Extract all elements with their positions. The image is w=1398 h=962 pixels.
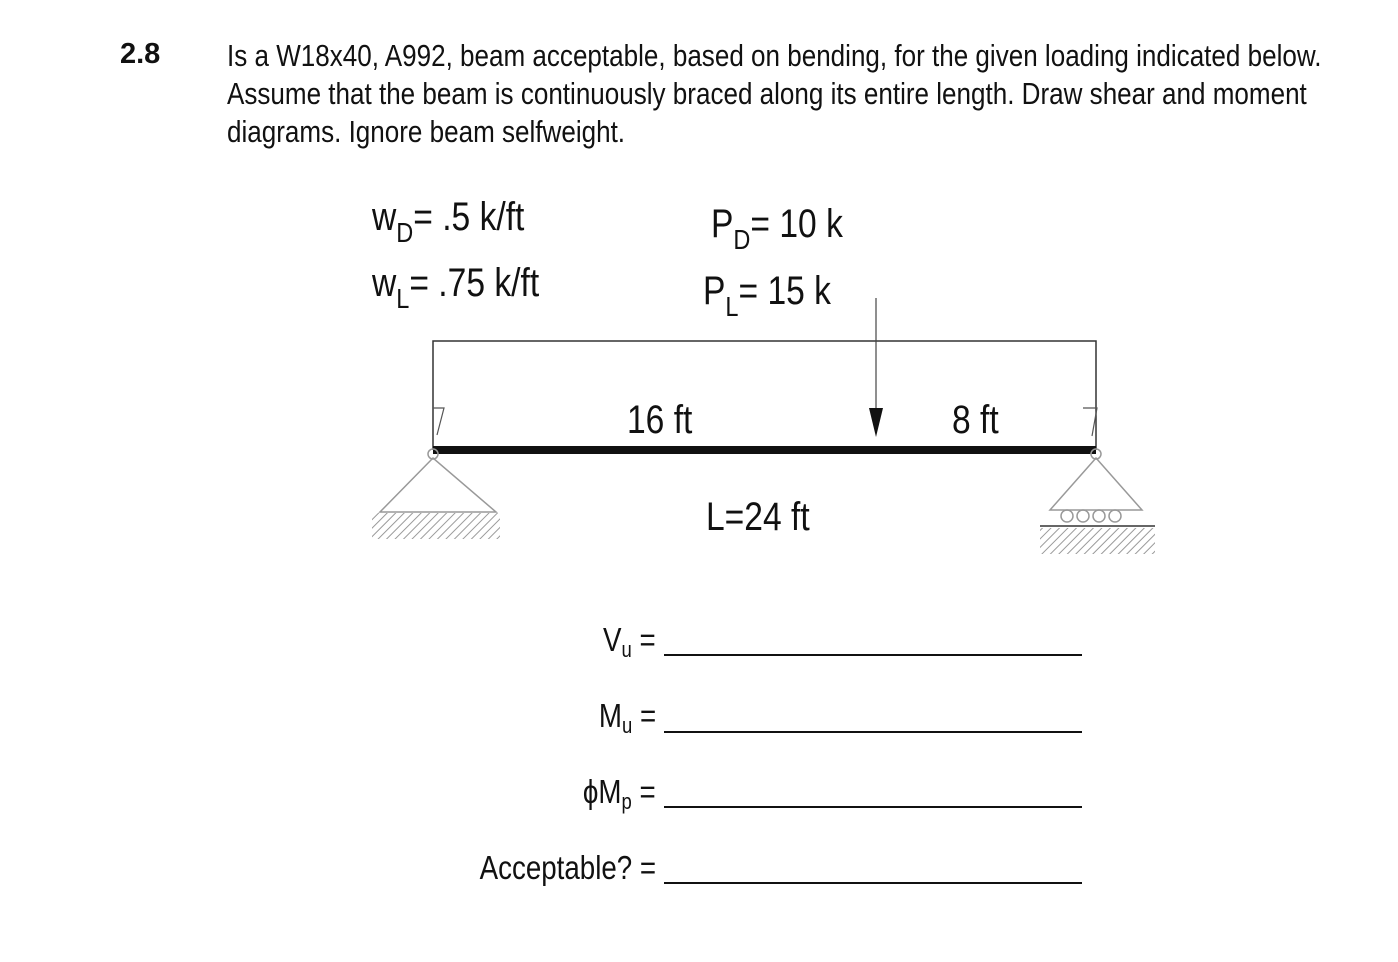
- acceptable-text: Acceptable?: [479, 849, 633, 886]
- left-dimension-tick: [433, 408, 444, 435]
- moment-answer-blank[interactable]: [664, 731, 1082, 733]
- right-dimension-tick: [1083, 408, 1097, 436]
- pl-value: = 15 k: [738, 269, 831, 313]
- mu-symbol: M: [598, 697, 622, 734]
- wd-value: = .5 k/ft: [413, 195, 525, 239]
- pd-value: = 10 k: [750, 202, 843, 246]
- mu-subscript: u: [621, 713, 633, 738]
- phimp-subscript: p: [621, 789, 633, 814]
- pl-subscript: L: [725, 291, 739, 322]
- dead-point-load-label: [711, 202, 843, 255]
- moment-answer-label: [598, 697, 656, 738]
- beam: [433, 446, 1096, 454]
- pd-symbol: P: [711, 202, 734, 246]
- shear-answer-blank[interactable]: [664, 654, 1082, 656]
- problem-line-2: Assume that the beam is continuously braced along its entire length. Draw shear and moment: [227, 76, 1307, 111]
- live-distributed-load-label: [372, 261, 540, 314]
- wl-symbol: w: [372, 261, 397, 305]
- acceptable-equals: =: [632, 849, 656, 886]
- capacity-answer-label: [583, 773, 656, 814]
- vu-symbol: V: [603, 621, 622, 658]
- dead-distributed-load-label: [372, 195, 525, 248]
- pl-symbol: P: [703, 269, 726, 313]
- problem-number-text: 2.8: [120, 38, 161, 70]
- roller-support: [1040, 449, 1155, 554]
- right-span-label: 8 ft: [952, 398, 999, 442]
- capacity-answer-blank[interactable]: [664, 806, 1082, 808]
- wl-value: = .75 k/ft: [409, 261, 540, 305]
- vu-subscript: u: [621, 637, 633, 662]
- wd-subscript: D: [396, 217, 414, 248]
- live-point-load-label: [703, 269, 831, 322]
- shear-answer-label: [603, 621, 656, 662]
- pin-support: [372, 449, 500, 539]
- wl-subscript: L: [396, 283, 410, 314]
- left-span-label: 16 ft: [627, 398, 693, 442]
- phimp-symbol: ϕM: [583, 773, 622, 810]
- acceptable-answer-blank[interactable]: [664, 882, 1082, 884]
- acceptable-answer-label: [480, 850, 656, 886]
- problem-line-1: Is a W18x40, A992, beam acceptable, based on bending, for the given loading indicated below.: [227, 38, 1322, 73]
- problem-line-3: diagrams. Ignore beam selfweight.: [227, 114, 626, 149]
- pd-subscript: D: [733, 224, 751, 255]
- total-length-label: L=24 ft: [706, 495, 810, 539]
- point-load-arrow-head: [869, 408, 883, 437]
- wd-symbol: w: [372, 195, 397, 239]
- phimp-equals: =: [632, 773, 656, 810]
- mu-equals: =: [632, 697, 656, 734]
- vu-equals: =: [632, 621, 656, 658]
